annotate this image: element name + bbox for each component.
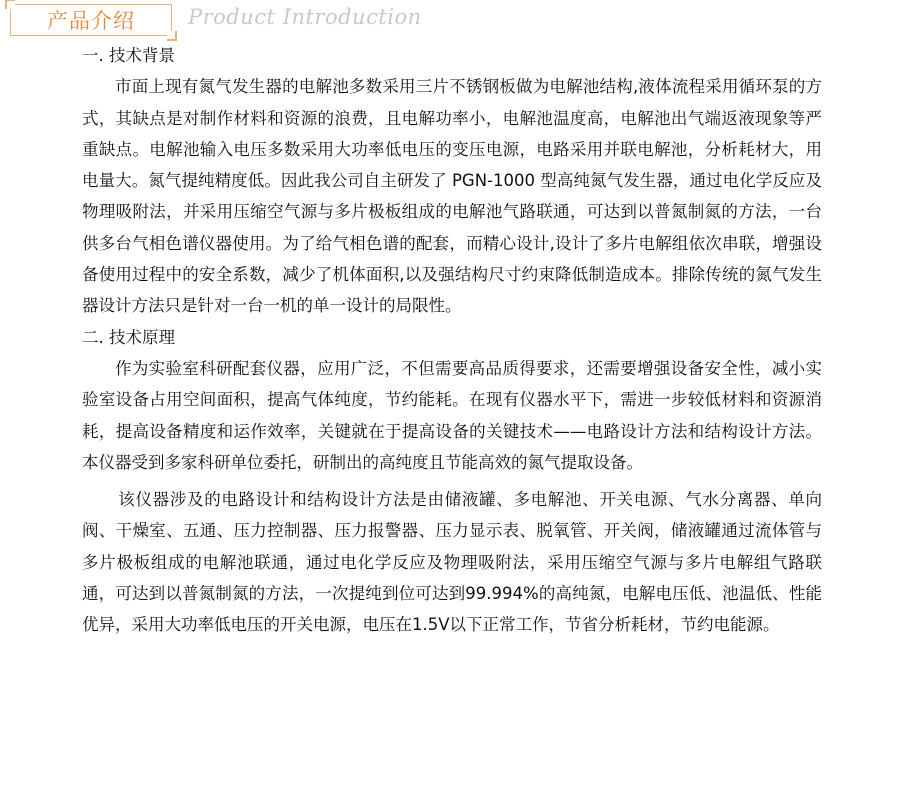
paragraph-principle-1: 作为实验室科研配套仪器，应用广泛，不但需要高品质得要求，还需要增强设备安全性，减小实验室设备占用空间面积，提高气体纯度，节约能耗。在现有仪器水平下，需进一步较低材料和资源消耗，提高设备精度和运作效率，关键就在于提高设备的关键技术——电路设计方法和结构设计方法。本仪器受到多家科研单位委托，研制出的高纯度且节能高效的氮气提取设备。 bbox=[82, 358, 822, 472]
section-heading-principle: 二. 技术原理 bbox=[82, 327, 175, 347]
paragraph-principle-2: 该仪器涉及的电路设计和结构设计方法是由储液罐、多电解池、开关电源、气水分离器、单向阀、干燥室、五通、压力控制器、压力报警器、压力显示表、脱氧管、开关阀，储液罐通过流体管与多片极板组成的电解池联通，通过电化学反应及物理吸附法，采用压缩空气源与多片电解组气路联通，可达到以普氮制氮的方法，一次提纯到位可达到99.994%的高纯氮，电解电压低、池温低、性能优异，采用大功率低电压的开关电源，电压在1.5V以下正常工作，节省分析耗材，节约电能源。 bbox=[82, 490, 822, 635]
section-header bbox=[0, 0, 900, 40]
section-heading-background: 一. 技术背景 bbox=[82, 46, 175, 65]
page-subtitle: Product Introduction bbox=[188, 5, 422, 29]
title-frame bbox=[10, 4, 172, 36]
paragraph-background: 市面上现有氮气发生器的电解池多数采用三片不锈钢板做为电解池结构,液体流程采用循环泵的方式，其缺点是对制作材料和资源的浪费，且电解功率小，电解池温度高，电解池出气端返液现象等严重缺点。电解池输入电压多数采用大功率低电压的变压电源，电路采用并联电解池，分析耗材大，用电量大。氮气提纯精度低。因此我公司自主研发了 PGN-1000 型高纯氮气发生器，通过电化学反应及物理吸附法，并采用压缩空气源与多片极板组成的电解池气路联通，可达到以普氮制氮的方法，一台供多台气相色谱仪器使用。为了给气相色谱的配套，而精心设计,设计了多片电解组依次串联，增强设备使用过程中的安全系数，减少了机体面积,以及强结构尺寸约束降低制造成本。排除传统的氮气发生器设计方法只是针对一台一机的单一设计的局限性。 bbox=[82, 77, 822, 316]
document-body bbox=[82, 40, 822, 641]
page-title: 产品介绍 bbox=[47, 9, 135, 33]
